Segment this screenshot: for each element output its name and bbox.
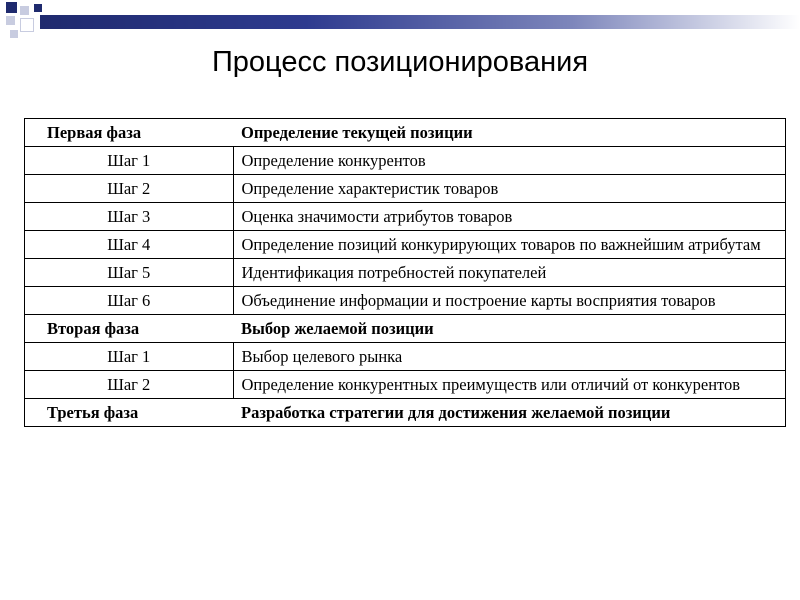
positioning-table-body — [25, 119, 786, 427]
decor-gradient-bar — [40, 15, 800, 29]
phase-description: Выбор желаемой позиции — [233, 315, 786, 343]
step-row — [25, 287, 786, 315]
decor-square — [6, 2, 17, 13]
step-description: Определение позиций конкурирующих товаров по важнейшим атрибутам — [233, 231, 786, 259]
phase-description: Разработка стратегии для достижения желаемой позиции — [233, 399, 786, 427]
top-decoration-bar — [0, 0, 800, 42]
step-description: Объединение информации и построение карты восприятия товаров — [233, 287, 786, 315]
decor-square — [20, 18, 34, 32]
step-row — [25, 343, 786, 371]
step-label: Шаг 1 — [25, 147, 234, 175]
step-label: Шаг 2 — [25, 175, 234, 203]
step-description: Определение конкурентных преимуществ или отличий от конкурентов — [233, 371, 786, 399]
step-label: Шаг 1 — [25, 343, 234, 371]
phase-row — [25, 119, 786, 147]
step-description: Определение характеристик товаров — [233, 175, 786, 203]
step-description: Определение конкурентов — [233, 147, 786, 175]
decor-square — [6, 16, 15, 25]
step-description: Идентификация потребностей покупателей — [233, 259, 786, 287]
phase-row — [25, 399, 786, 427]
decor-square — [10, 30, 18, 38]
step-label: Шаг 4 — [25, 231, 234, 259]
decor-square — [34, 4, 42, 12]
step-row — [25, 203, 786, 231]
decor-square — [20, 6, 29, 15]
phase-label: Вторая фаза — [25, 315, 234, 343]
step-row — [25, 259, 786, 287]
step-label: Шаг 2 — [25, 371, 234, 399]
phase-label: Третья фаза — [25, 399, 234, 427]
step-label: Шаг 5 — [25, 259, 234, 287]
step-label: Шаг 6 — [25, 287, 234, 315]
phase-row — [25, 315, 786, 343]
phase-description: Определение текущей позиции — [233, 119, 786, 147]
phase-label: Первая фаза — [25, 119, 234, 147]
step-row — [25, 371, 786, 399]
step-row — [25, 231, 786, 259]
step-label: Шаг 3 — [25, 203, 234, 231]
step-row — [25, 147, 786, 175]
step-description: Выбор целевого рынка — [233, 343, 786, 371]
step-row — [25, 175, 786, 203]
step-description: Оценка значимости атрибутов товаров — [233, 203, 786, 231]
slide-title: Процесс позиционирования — [211, 46, 589, 78]
positioning-table — [24, 118, 786, 427]
